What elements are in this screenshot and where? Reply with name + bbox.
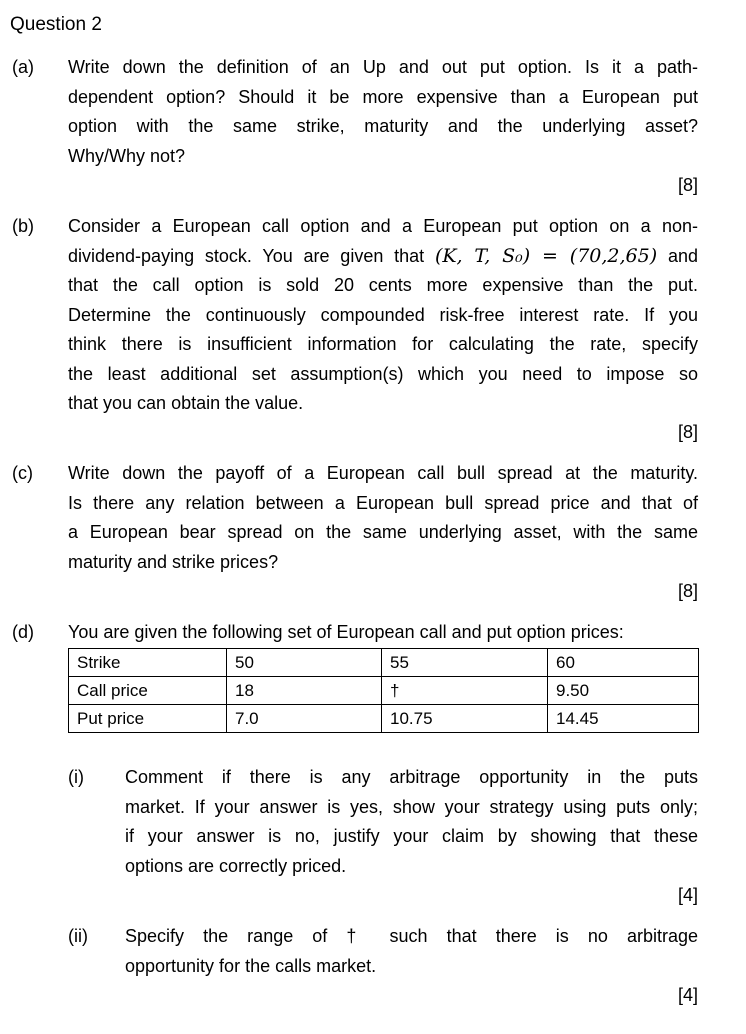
- part-d-i-text: [125, 763, 698, 881]
- table-cell: 18: [227, 677, 382, 705]
- part-b-text: [68, 212, 698, 419]
- part-c-line: Write down the payoff of a European call bull spread at the maturity.: [68, 463, 698, 483]
- part-d-label: (d): [12, 622, 34, 642]
- part-d-i-marks: [4]: [677, 885, 698, 905]
- part-c-label: (c): [12, 463, 33, 483]
- part-a-line: Write down the definition of an Up and out put option. Is it a path-: [68, 57, 698, 77]
- part-d-ii-label: (ii): [68, 926, 88, 946]
- part-a-line: dependent option? Should it be more expensive than a European put: [68, 86, 698, 107]
- part-b-line: think there is insufficient information for calculating the rate, specify: [68, 334, 698, 354]
- part-b-line-end: and: [667, 245, 698, 266]
- part-b-line: that you can obtain the value.: [68, 393, 304, 413]
- part-d-ii-line: opportunity for the calls market.: [125, 955, 377, 976]
- table-cell: 7.0: [227, 705, 382, 733]
- part-c-line: maturity and strike prices?: [68, 551, 279, 572]
- part-d-i-line: Comment if there is any arbitrage opportunity in the puts: [125, 767, 698, 787]
- part-b-line: that the call option is sold 20 cents more expensive than the put.: [68, 275, 698, 295]
- part-b-math: (K, T, S₀) = (70,2,65): [434, 244, 658, 267]
- part-a-line: Why/Why not?: [68, 145, 186, 166]
- part-a-text: [68, 53, 698, 171]
- table-cell: Strike: [69, 649, 227, 677]
- part-a-marks: [8]: [677, 175, 698, 195]
- part-a-line: option with the same strike, maturity and the underlying asset?: [68, 116, 698, 136]
- question-title: Question 2: [10, 14, 102, 35]
- part-b-line: Determine the continuously compounded risk-free interest rate. If you: [68, 304, 698, 325]
- table-cell: †: [382, 677, 548, 705]
- table-cell: Call price: [69, 677, 227, 705]
- part-d-i-label: (i): [68, 767, 84, 787]
- part-d-ii-text: [125, 922, 698, 981]
- part-c-line: a European bear spread on the same underlying asset, with the same: [68, 522, 698, 542]
- part-d-ii-marks: [4]: [677, 985, 698, 1005]
- part-c-line: Is there any relation between a European bull spread price and that of: [68, 492, 698, 513]
- option-price-table: [68, 648, 699, 733]
- table-cell: 14.45: [548, 705, 699, 733]
- part-b-line: Consider a European call option and a European put option on a non-: [68, 216, 698, 236]
- table-row: [69, 677, 699, 705]
- part-b-line-start: dividend-paying stock. You are given that: [68, 245, 425, 266]
- table-row: [69, 649, 699, 677]
- part-c-marks: [8]: [677, 581, 698, 601]
- table-cell: 60: [548, 649, 699, 677]
- part-d-ii-line: Specify the range of † such that there is no arbitrage: [125, 926, 698, 946]
- part-a-label: (a): [12, 57, 34, 77]
- part-c-text: [68, 459, 698, 577]
- table-cell: 50: [227, 649, 382, 677]
- part-d-intro: [68, 618, 698, 648]
- table-cell: 55: [382, 649, 548, 677]
- part-d-i-line: if your answer is no, justify your claim by showing that these: [125, 826, 698, 846]
- part-b-marks: [8]: [677, 422, 698, 442]
- part-d-i-line: market. If your answer is yes, show your strategy using puts only;: [125, 796, 698, 817]
- part-b-label: (b): [12, 216, 34, 236]
- part-d-i-line: options are correctly priced.: [125, 855, 347, 876]
- table-cell: 10.75: [382, 705, 548, 733]
- part-b-line-with-math: [68, 242, 698, 272]
- table-cell: 9.50: [548, 677, 699, 705]
- part-d-intro-line: You are given the following set of European call and put option prices:: [68, 622, 624, 642]
- table-cell: Put price: [69, 705, 227, 733]
- part-b-line: the least additional set assumption(s) which you need to impose so: [68, 363, 698, 384]
- table-row: [69, 705, 699, 733]
